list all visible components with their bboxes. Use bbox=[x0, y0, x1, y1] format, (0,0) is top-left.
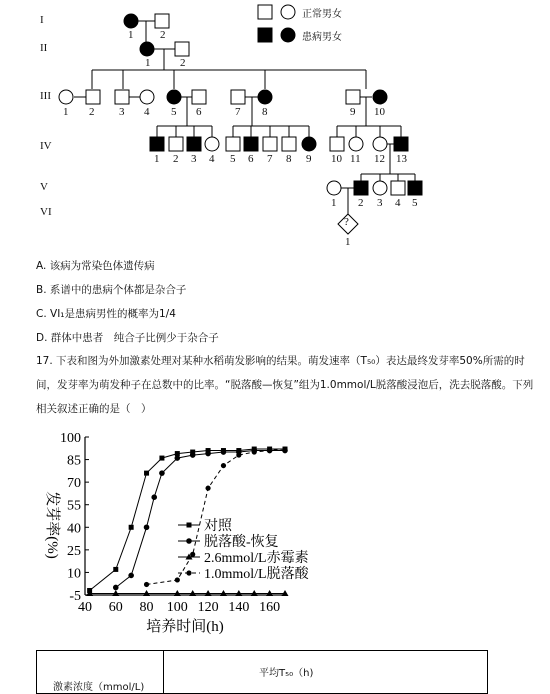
y-tick-label: -5 bbox=[69, 589, 81, 604]
label-III-6: 6 bbox=[196, 106, 202, 118]
series-3-point bbox=[112, 590, 119, 596]
series-3-point bbox=[174, 590, 181, 596]
label-V-2: 2 bbox=[358, 197, 364, 209]
y-tick-label: 70 bbox=[67, 476, 81, 492]
label-IV-7: 7 bbox=[267, 153, 273, 165]
series-2-point bbox=[113, 585, 119, 591]
y-tick-label: 10 bbox=[67, 566, 81, 582]
label-VI-1: 1 bbox=[345, 236, 351, 248]
table-header-t50: 平均T₅₀（h) bbox=[259, 668, 314, 679]
series-1-point bbox=[144, 471, 149, 476]
series-2-point bbox=[128, 573, 134, 579]
legend-3-label: 2.6mmol/L赤霉素 bbox=[204, 551, 309, 566]
series-2-point bbox=[151, 494, 157, 500]
option-c: C. VI₁是患病男性的概率为1/4 bbox=[36, 308, 176, 320]
label-III-9: 9 bbox=[350, 106, 356, 118]
legend-2-label: 脱落酸-恢复 bbox=[204, 535, 279, 550]
series-3-point bbox=[220, 590, 227, 596]
label-II-2: 2 bbox=[180, 57, 186, 69]
y-tick-label: 85 bbox=[67, 453, 81, 469]
question-line-2: 间，发芽率为萌发种子在总数中的比率。“脱落酸—恢复”组为1.0mmol/L脱落酸浸泡后，洗去脱落酸。下列 bbox=[36, 379, 534, 391]
x-tick-label: 40 bbox=[78, 600, 92, 615]
x-tick-label: 140 bbox=[228, 600, 250, 615]
question-line-3: 相关叙述正确的是（ ） bbox=[36, 403, 152, 415]
y-axis-title: 发芽率(%) bbox=[44, 491, 60, 559]
legend-1-label: 对照 bbox=[204, 519, 232, 534]
label-IV-4: 4 bbox=[209, 153, 215, 165]
label-IV-2: 2 bbox=[173, 153, 179, 165]
label-IV-5: 5 bbox=[230, 153, 236, 165]
gen-label-2: II bbox=[40, 42, 48, 54]
series-4-point bbox=[267, 448, 272, 453]
label-IV-13: 13 bbox=[396, 153, 407, 165]
legend-4-point bbox=[186, 570, 191, 575]
gen-label-3: III bbox=[40, 90, 51, 102]
series-3-point bbox=[282, 590, 289, 596]
legend-1-point bbox=[187, 523, 192, 528]
label-II-1: 1 bbox=[145, 57, 151, 69]
gen-label-5: V bbox=[40, 181, 48, 193]
x-axis-title: 培养时间(h) bbox=[146, 619, 224, 635]
x-tick-label: 120 bbox=[197, 600, 219, 615]
gen-label-1: I bbox=[40, 14, 44, 26]
series-3-point bbox=[266, 590, 273, 596]
series-2-point bbox=[190, 452, 196, 458]
table-header-concentration: 激素浓度（mmol/L) bbox=[53, 682, 145, 693]
option-d: D. 群体中患者 纯合子比例少于杂合子 bbox=[36, 332, 219, 344]
series-2-point bbox=[221, 449, 227, 455]
x-tick-label: 60 bbox=[108, 600, 123, 615]
series-2-point bbox=[175, 455, 181, 461]
label-III-2: 2 bbox=[89, 106, 95, 118]
series-4-point bbox=[175, 577, 180, 582]
label-III-7: 7 bbox=[235, 106, 241, 118]
series-3-point bbox=[143, 590, 150, 596]
series-4-point bbox=[221, 463, 226, 468]
label-I-1: 1 bbox=[128, 29, 134, 41]
legend-2-point bbox=[186, 538, 192, 544]
label-V-5: 5 bbox=[412, 197, 418, 209]
legend-affected: 患病男女 bbox=[302, 32, 342, 43]
label-IV-3: 3 bbox=[191, 153, 197, 165]
series-4-point bbox=[282, 446, 287, 451]
label-IV-12: 12 bbox=[374, 153, 385, 165]
label-III-1: 1 bbox=[63, 106, 69, 118]
series-3-point bbox=[251, 590, 258, 596]
series-3-point bbox=[235, 590, 242, 596]
label-III-8: 8 bbox=[262, 106, 268, 118]
label-III-5: 5 bbox=[171, 106, 177, 118]
series-2-point bbox=[205, 451, 211, 457]
option-b: B. 系谱中的患病个体都是杂合子 bbox=[36, 284, 187, 296]
series-3-point bbox=[189, 590, 196, 596]
label-IV-6: 6 bbox=[248, 153, 254, 165]
label-IV-1: 1 bbox=[154, 153, 160, 165]
label-V-3: 3 bbox=[377, 197, 383, 209]
series-1-point bbox=[129, 525, 134, 530]
series-1-point bbox=[159, 456, 164, 461]
series-4-point bbox=[144, 582, 149, 587]
label-IV-11: 11 bbox=[350, 153, 361, 165]
label-IV-9: 9 bbox=[306, 153, 312, 165]
series-2-point bbox=[144, 524, 150, 530]
y-tick-label: 100 bbox=[60, 431, 81, 446]
y-tick-label: 25 bbox=[67, 543, 81, 559]
label-V-4: 4 bbox=[395, 197, 401, 209]
germination-chart bbox=[0, 425, 550, 645]
x-tick-label: 160 bbox=[259, 600, 281, 615]
legend-4-label: 1.0mmol/L脱落酸 bbox=[204, 567, 309, 582]
x-tick-label: 80 bbox=[139, 600, 154, 615]
unknown-mark: ? bbox=[344, 216, 349, 228]
label-IV-8: 8 bbox=[286, 153, 292, 165]
pedigree-svg bbox=[0, 0, 550, 255]
x-tick-label: 100 bbox=[166, 600, 188, 615]
label-I-2: 2 bbox=[160, 29, 166, 41]
label-III-3: 3 bbox=[119, 106, 125, 118]
label-V-1: 1 bbox=[331, 197, 337, 209]
legend-normal: 正常男女 bbox=[302, 9, 342, 20]
series-4-point bbox=[252, 449, 257, 454]
y-tick-label: 55 bbox=[67, 498, 81, 514]
label-IV-10: 10 bbox=[331, 153, 342, 165]
data-table bbox=[36, 650, 488, 694]
series-1-point bbox=[113, 567, 118, 572]
series-2-point bbox=[159, 470, 165, 476]
gen-label-6: VI bbox=[40, 206, 52, 218]
gen-label-4: IV bbox=[40, 140, 52, 152]
series-4-point bbox=[236, 452, 241, 457]
series-3-point bbox=[205, 590, 212, 596]
label-III-4: 4 bbox=[144, 106, 150, 118]
question-line-1: 17. 下表和图为外加激素处理对某种水稻萌发影响的结果。萌发速率（T₅₀）表达最终发芽率50%所需的时 bbox=[36, 355, 525, 367]
series-4-point bbox=[190, 552, 195, 557]
label-III-10: 10 bbox=[374, 106, 385, 118]
option-a: A. 该病为常染色体遗传病 bbox=[36, 260, 155, 272]
series-4-point bbox=[205, 486, 210, 491]
y-tick-label: 40 bbox=[67, 521, 81, 537]
